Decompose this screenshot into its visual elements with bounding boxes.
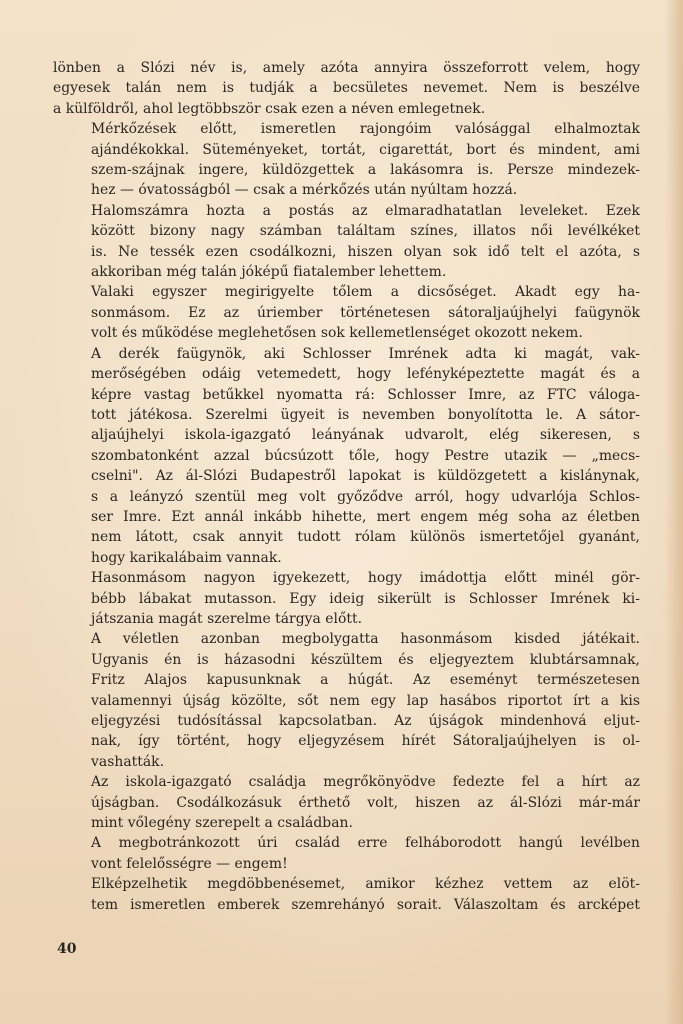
- text-line: cselni". Az ál-Slózi Budapestről lapokat is küldözgetett a kislánynak,: [91, 468, 640, 485]
- text-line: szem-szájnak ingere, küldözgettek a lakásomra is. Persze mindezek-: [91, 162, 640, 179]
- text-line: tem ismeretlen emberek szemrehányó sorait. Válaszoltam és arcképet: [91, 896, 640, 913]
- paragraph: [53, 772, 640, 833]
- text-line: vashatták.: [91, 753, 165, 770]
- text-line: tott játékosa. Szerelmi ügyeit is nevemben bonyolította le. A sátor-: [91, 406, 640, 423]
- text-line: Elképzelhetik megdöbbenésemet, amikor kézhez vettem az elöt-: [91, 876, 640, 893]
- text-line: nak, így történt, hogy eljegyzésem hírét Sátoraljaújhelyen is ol-: [91, 733, 640, 750]
- paragraph: [53, 874, 640, 915]
- paragraph: [53, 58, 640, 119]
- text-line: játszania magát szerelme tárgya előtt.: [91, 610, 363, 627]
- text-line: képre vastag betűkkel nyomatta rá: Schlosser Imre, az FTC váloga-: [91, 386, 640, 403]
- text-line: mint vőlegény szerepelt a családban.: [91, 815, 353, 832]
- paragraph: [53, 833, 640, 874]
- paragraph: [53, 201, 640, 283]
- text-line: aljaújhelyi iskola-igazgató leányának udvarolt, elég sikeresen, s: [91, 427, 640, 444]
- text-line: Fritz Alajos kapusunknak a húgát. Az eseményt természetesen: [91, 672, 640, 689]
- text-line: hez — óvatosságból — csak a mérkőzés után nyúltam hozzá.: [91, 182, 518, 199]
- text-line: Halomszámra hozta a postás az elmaradhatatlan leveleket. Ezek: [91, 202, 640, 219]
- paragraph: [53, 282, 640, 343]
- text-line: újságban. Csodálkozásuk érthető volt, hiszen az ál-Slózi már-már: [91, 794, 640, 811]
- text-line: eljegyzési tudósítással kapcsolatban. Az újságok mindenhová eljut-: [91, 713, 640, 729]
- text-line: Valaki egyszer megirigyelte tőlem a dicsőséget. Akadt egy ha-: [91, 284, 640, 301]
- text-line: hogy karikalábaim vannak.: [91, 549, 282, 566]
- text-line: a külföldről, ahol legtöbbször csak ezen a néven emlegetnek.: [53, 100, 486, 117]
- text-line: lönben a Slózi név is, amely azóta annyira összeforrott velem, hogy: [53, 60, 640, 76]
- text-line: akkoriban még talán jóképű fiatalember lehettem.: [91, 264, 447, 281]
- text-line: merőségében odáig vetemedett, hogy lefényképeztette magát és a: [91, 366, 640, 383]
- text-line: sonmásom. Ez az úriember történetesen sátoraljaújhelyi faügynök: [91, 304, 640, 321]
- text-line: egyesek talán nem is tudják a becsületes nevemet. Nem is beszélve: [53, 80, 640, 97]
- text-line: volt és működése meglehetősen sok kellemetlenséget okozott nekem.: [91, 325, 583, 342]
- paragraph: [53, 629, 640, 772]
- text-line: között bizony nagy számban találtam színes, illatos női levélkéket: [91, 223, 640, 240]
- text-line: ser Imre. Ezt annál inkább hihette, mert engem még soha az életben: [91, 508, 640, 525]
- page-number: 40: [57, 941, 77, 957]
- text-line: is. Ne tessék ezen csodálkozni, hiszen olyan sok idő telt el azóta, s: [91, 243, 640, 260]
- paragraph: [53, 119, 640, 201]
- text-line: szombatonként azzal búcsúzott tőle, hogy Pestre utazik — „mecs-: [91, 447, 640, 464]
- text-line: nem látott, csak annyit tudott rólam különös ismertetőjel gyanánt,: [91, 529, 640, 546]
- text-line: Hasonmásom nagyon igyekezett, hogy imádottja előtt minél gör-: [91, 570, 640, 587]
- text-line: Az iskola-igazgató családja megrőkönyödve fedezte fel a hírt az: [91, 774, 640, 791]
- body-text: [53, 58, 640, 915]
- text-line: A derék faügynök, aki Schlosser Imrének adta ki magát, vak-: [91, 345, 640, 362]
- paragraph: [53, 344, 640, 568]
- text-line: Ugyanis én is házasodni készültem és eljegyeztem klubtársamnak,: [91, 651, 640, 668]
- text-line: A véletlen azonban megbolygatta hasonmásom kisded játékait.: [91, 631, 640, 648]
- paragraph: [53, 568, 640, 629]
- text-line: bébb lábakat mutasson. Egy ideig sikerült is Schlosser Imrének ki-: [91, 590, 640, 607]
- text-line: Mérkőzések előtt, ismeretlen rajongóim valósággal elhalmoztak: [91, 121, 640, 138]
- text-line: A megbotránkozott úri család erre felháborodott hangú levélben: [91, 835, 640, 852]
- text-line: vont felelősségre — engem!: [91, 855, 288, 872]
- text-line: valamennyi újság közölte, sőt nem egy lap hasábos riportot írt a kis: [91, 692, 640, 709]
- text-line: ajándékokkal. Süteményeket, tortát, cigarettát, bort és mindent, ami: [91, 141, 640, 158]
- text-line: s a leányzó szentül meg volt győződve arról, hogy udvarlója Schlos-: [91, 488, 640, 505]
